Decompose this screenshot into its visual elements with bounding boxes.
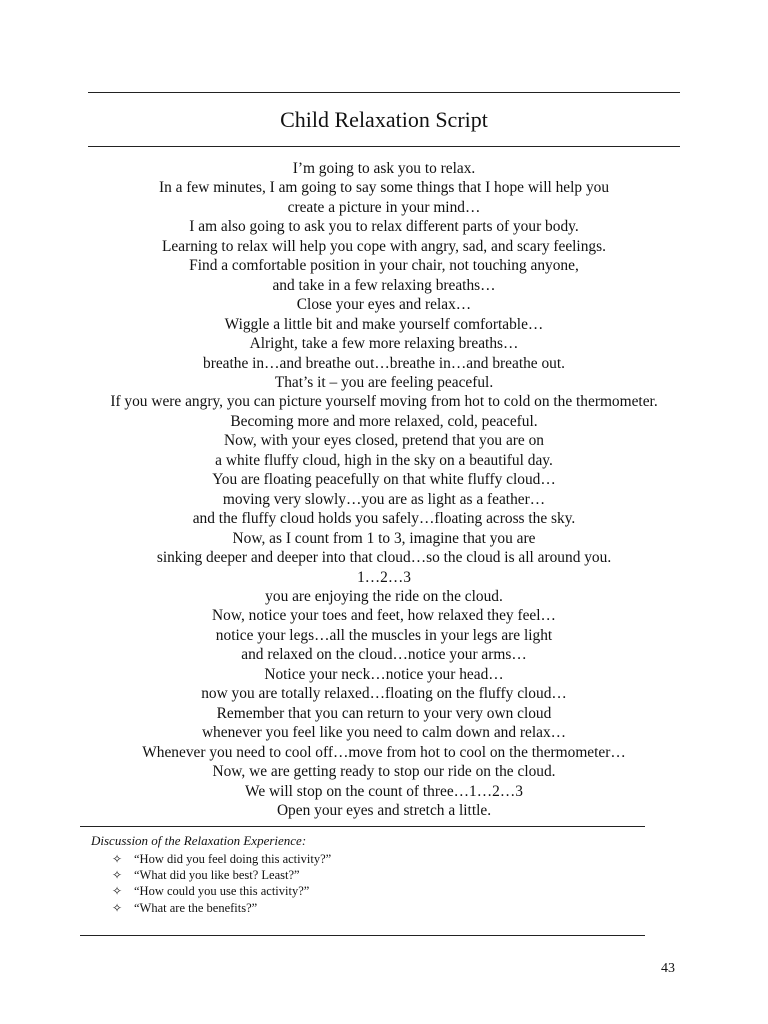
script-line: That’s it – you are feeling peaceful.	[274, 373, 494, 391]
script-line: and the fluffy cloud holds you safely…floating across the sky.	[192, 510, 576, 528]
four-point-star-icon: ✧	[112, 852, 123, 866]
discussion-item-text: “How did you feel doing this activity?”	[134, 852, 332, 866]
script-line: create a picture in your mind…	[287, 198, 481, 216]
script-line: Now, with your eyes closed, pretend that you are on	[224, 432, 544, 450]
script-line: Close your eyes and relax…	[296, 296, 472, 314]
four-point-star-icon: ✧	[112, 900, 123, 915]
script-line: Learning to relax will help you cope with angry, sad, and scary feelings.	[162, 237, 606, 255]
script-line: Find a comfortable position in your chair, not touching anyone,	[189, 257, 579, 275]
discussion-item	[112, 900, 331, 916]
script-line: breathe in…and breathe out…breathe in…and breathe out.	[203, 354, 565, 372]
script-line: Wiggle a little bit and make yourself comfortable…	[224, 315, 544, 333]
script-line: and take in a few relaxing breaths…	[272, 276, 496, 294]
title-rule	[88, 146, 680, 147]
script-line: Now, as I count from 1 to 3, imagine that you are	[232, 529, 536, 547]
script-line: Now, we are getting ready to stop our ride on the cloud.	[212, 763, 556, 781]
script-line: notice your legs…all the muscles in your legs are light	[215, 626, 553, 644]
script-line: If you were angry, you can picture yourself moving from hot to cold on the thermometer.	[110, 393, 658, 411]
script-line: I’m going to ask you to relax.	[292, 160, 476, 177]
script-line: a white fluffy cloud, high in the sky on a beautiful day.	[215, 451, 553, 469]
script-line: You are floating peacefully on that white fluffy cloud…	[212, 471, 556, 489]
script-line: sinking deeper and deeper into that cloud…so the cloud is all around you.	[156, 549, 612, 567]
script-line: Notice your neck…notice your head…	[264, 665, 504, 683]
script-line: Whenever you need to cool off…move from hot to cool on the thermometer…	[142, 743, 626, 761]
discussion-item-text: “What are the benefits?”	[134, 900, 258, 915]
top-rule	[88, 92, 680, 93]
script-line: and relaxed on the cloud…notice your arms…	[241, 646, 527, 664]
discussion-heading: Discussion of the Relaxation Experience:	[91, 833, 307, 848]
script-line: Now, notice your toes and feet, how relaxed they feel…	[212, 607, 556, 625]
discussion-list	[112, 851, 331, 916]
script-line: Alright, take a few more relaxing breaths…	[249, 335, 519, 353]
four-point-star-icon: ✧	[112, 884, 123, 899]
script-line: I am also going to ask you to relax different parts of your body.	[189, 218, 579, 236]
relaxation-script	[60, 159, 708, 820]
page-title: Child Relaxation Script	[280, 107, 488, 132]
script-line: 1…2…3	[357, 568, 411, 586]
discussion-item	[112, 883, 331, 899]
script-line: Remember that you can return to your very own cloud	[216, 704, 552, 722]
script-line: moving very slowly…you are as light as a feather…	[222, 490, 546, 508]
discussion-item-text: “How could you use this activity?”	[134, 884, 310, 899]
discussion-item	[112, 867, 331, 883]
page-number: 43	[661, 961, 675, 976]
script-line: In a few minutes, I am going to say some things that I hope will help you	[158, 179, 610, 197]
discussion-item-text: “What did you like best? Least?”	[134, 868, 300, 883]
script-line: whenever you feel like you need to calm down and relax…	[201, 724, 567, 742]
discussion-bottom-rule	[80, 935, 645, 936]
script-line: now you are totally relaxed…floating on the fluffy cloud…	[201, 685, 567, 703]
script-line: Open your eyes and stretch a little.	[276, 801, 492, 819]
script-line: Becoming more and more relaxed, cold, peaceful.	[230, 412, 538, 430]
script-line: you are enjoying the ride on the cloud.	[265, 587, 503, 605]
four-point-star-icon: ✧	[112, 868, 123, 883]
discussion-top-rule	[80, 826, 645, 827]
script-line: We will stop on the count of three…1…2…3	[245, 782, 523, 800]
discussion-item	[112, 851, 331, 867]
